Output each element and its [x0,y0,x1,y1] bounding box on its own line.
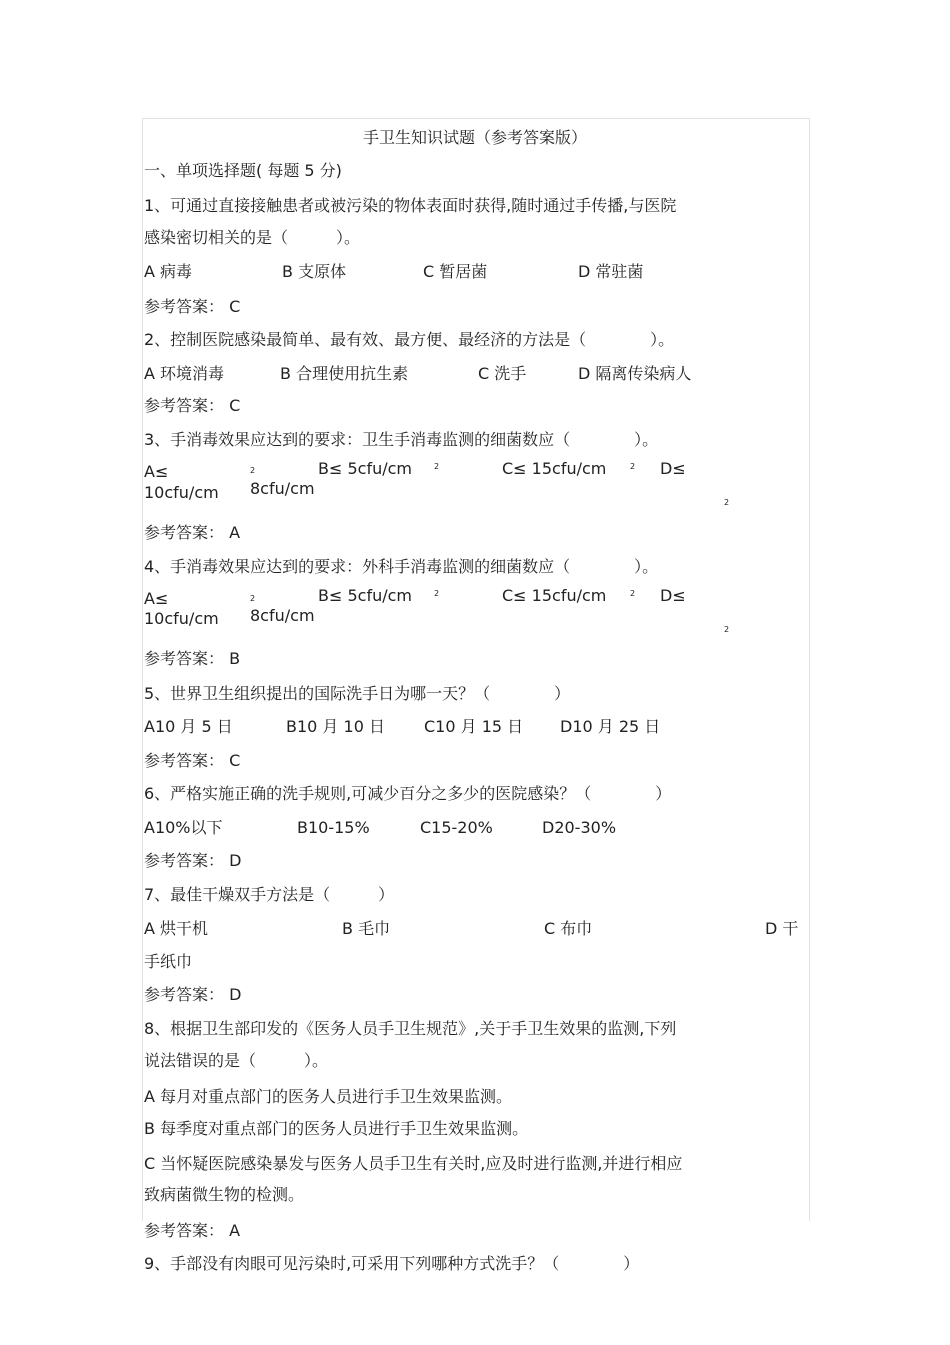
q5-option-d: D10 月 25 日 [560,717,661,736]
q3-option-a-extra: 8cfu/cm [250,479,315,498]
question-3-stem: 3、手消毒效果应达到的要求：卫生手消毒监测的细菌数应（ ）。 [144,430,659,449]
question-8-stem: 8、根据卫生部印发的《医务人员手卫生规范》,关于手卫生效果的监测,下列 [144,1019,677,1038]
question-8-stem-cont: 说法错误的是（ ）。 [144,1051,329,1070]
q8-option-a: A 每月对重点部门的医务人员进行手卫生效果监测。 [144,1087,513,1106]
q4-option-b: B≤ 5cfu/cm [318,586,412,605]
question-5-stem: 5、世界卫生组织提出的国际洗手日为哪一天？（ ） [144,684,571,703]
question-9-stem: 9、手部没有肉眼可见污染时,可采用下列哪种方式洗手？（ ） [144,1254,640,1273]
q2-option-a: A 环境消毒 [144,364,225,383]
q8-option-c-cont: 致病菌微生物的检测。 [144,1185,305,1204]
q3-option-b: B≤ 5cfu/cm [318,459,412,478]
q1-answer: 参考答案： C [144,297,241,316]
q5-option-a: A10 月 5 日 [144,717,233,736]
q7-option-b: B 毛巾 [342,919,391,938]
q2-option-d: D 隔离传染病人 [578,364,692,383]
question-4-stem: 4、手消毒效果应达到的要求：外科手消毒监测的细菌数应（ ）。 [144,557,659,576]
q3-option-b-sup: 2 [434,462,440,471]
question-6-stem: 6、严格实施正确的洗手规则,可减少百分之多少的医院感染？（ ） [144,784,672,803]
q3-option-a-sup: 2 [250,466,256,475]
q4-option-d-sup: 2 [724,625,730,634]
q3-option-a: A≤ [144,462,169,481]
q6-option-d: D20-30% [542,818,617,837]
q6-option-a: A10%以下 [144,818,223,837]
q4-option-c: C≤ 15cfu/cm [502,586,607,605]
question-1-stem-cont: 感染密切相关的是（ ）。 [144,228,361,247]
q8-answer: 参考答案： A [144,1221,241,1240]
question-7-stem: 7、最佳干燥双手方法是（ ） [144,885,395,904]
q3-option-d-sup: 2 [724,498,730,507]
page-title: 手卫生知识试题（参考答案版） [362,128,587,147]
q4-option-a-value: 10cfu/cm [144,609,219,628]
q4-option-c-sup: 2 [630,589,636,598]
question-1-stem: 1、可通过直接接触患者或被污染的物体表面时获得,随时通过手传播,与医院 [144,196,677,215]
q3-option-c-sup: 2 [630,462,636,471]
section-heading: 一、单项选择题( 每题 5 分) [144,161,342,180]
question-2-stem: 2、控制医院感染最简单、最有效、最方便、最经济的方法是（ ）。 [144,330,675,349]
q1-option-b: B 支原体 [282,262,347,281]
q4-option-a-extra: 8cfu/cm [250,606,315,625]
q7-option-d-cont: 手纸巾 [144,952,193,971]
q5-option-b: B10 月 10 日 [286,717,385,736]
q5-option-c: C10 月 15 日 [424,717,524,736]
q4-option-b-sup: 2 [434,589,440,598]
q8-option-b: B 每季度对重点部门的医务人员进行手卫生效果监测。 [144,1119,529,1138]
q7-option-d: D 干 [765,919,799,938]
q2-option-b: B 合理使用抗生素 [280,364,409,383]
q4-option-d: D≤ [660,586,686,605]
q2-option-c: C 洗手 [478,364,527,383]
q4-option-a: A≤ [144,589,169,608]
q6-option-b: B10-15% [297,818,370,837]
q1-option-a: A 病毒 [144,262,193,281]
q6-answer: 参考答案： D [144,851,242,870]
q5-answer: 参考答案： C [144,751,241,770]
q7-answer: 参考答案： D [144,985,242,1004]
q6-option-c: C15-20% [420,818,493,837]
q4-option-a-sup: 2 [250,594,256,603]
q7-option-a: A 烘干机 [144,919,209,938]
q4-answer: 参考答案： B [144,649,241,668]
q3-answer: 参考答案： A [144,523,241,542]
q1-option-c: C 暂居菌 [423,262,488,281]
q8-option-c: C 当怀疑医院感染暴发与医务人员手卫生有关时,应及时进行监测,并进行相应 [144,1154,683,1173]
q3-option-c: C≤ 15cfu/cm [502,459,607,478]
q1-option-d: D 常驻菌 [578,262,644,281]
q3-option-a-value: 10cfu/cm [144,483,219,502]
q2-answer: 参考答案： C [144,396,241,415]
q7-option-c: C 布巾 [544,919,593,938]
q3-option-d: D≤ [660,459,686,478]
